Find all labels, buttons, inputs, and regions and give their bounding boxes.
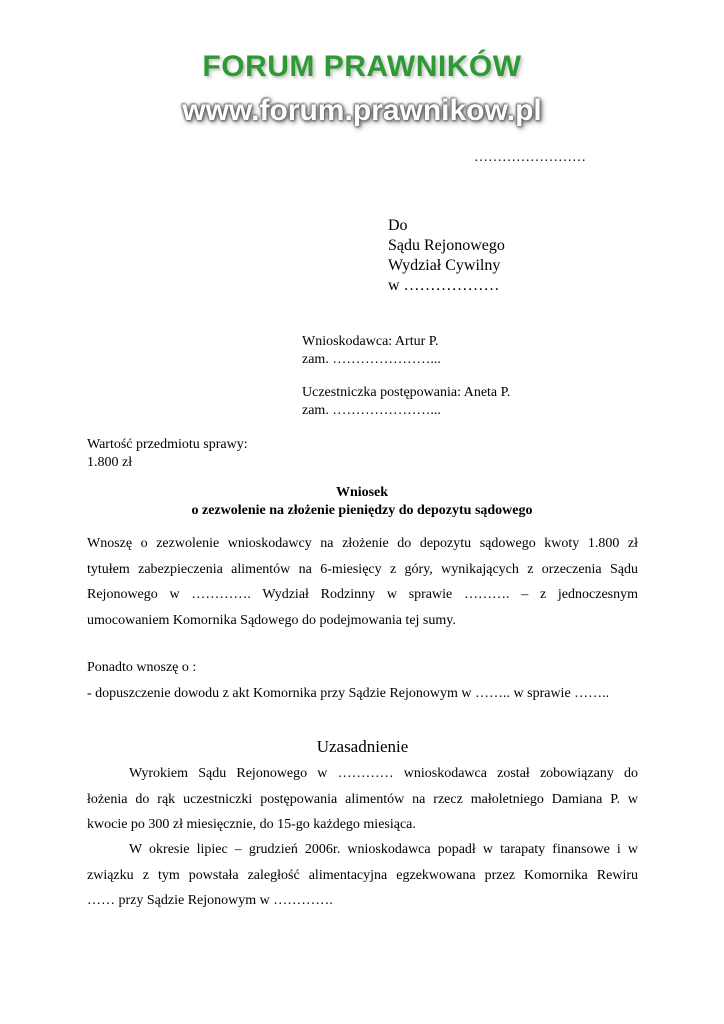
addressee-line: w ……………… [388, 277, 500, 294]
case-value-amount: 1.800 zł [87, 455, 133, 470]
further-requests: Ponadto wnoszę o : [87, 660, 197, 675]
applicant-name: Wnioskodawca: Artur P. [302, 334, 439, 349]
participant-name: Uczestniczka postępowania: Aneta P. [302, 385, 511, 400]
participant-address: zam. …………………... [302, 403, 441, 418]
case-value [87, 436, 248, 472]
motion-subtitle: o zezwolenie na złożenie pieniędzy do depozytu sądowego [191, 503, 533, 518]
paragraph-line: …… przy Sądzie Rejonowym w …………. [87, 893, 333, 908]
justification-paragraph [87, 837, 638, 914]
evidence-request: - dopuszczenie dowodu z akt Komornika przy Sądzie Rejonowym w …….. w sprawie …….. [87, 686, 610, 701]
paragraph-line: Wyrokiem Sądu Rejonowego w ………… wnioskodawca został zobowiązany do [129, 766, 638, 781]
date-placeholder: …………………… [474, 150, 586, 165]
logo-title: FORUM PRAWNIKÓW [202, 50, 522, 83]
paragraph-line: tytułem zabezpieczenia alimentów na 6-miesięcy z góry, wynikających z orzeczenia Sądu [87, 561, 638, 577]
motion-title-block [87, 484, 637, 520]
paragraph-line: związku z tym powstała zaległość alimentacyjna egzekwowana przez Komornika Rewiru [87, 867, 638, 883]
paragraph-line: kwocie po 300 zł miesięcznie, do 15-go każdego miesiąca. [87, 817, 416, 832]
paragraph-line: Wnoszę o zezwolenie wnioskodawcy na złożenie do depozytu sądowego kwoty 1.800 zł [87, 536, 638, 551]
motion-paragraph [87, 531, 638, 633]
case-value-label: Wartość przedmiotu sprawy: [87, 437, 248, 452]
addressee-line: Do [388, 217, 408, 234]
paragraph-line: W okresie lipiec – grudzień 2006r. wnioskodawca popadł w tarapaty finansowe i w [129, 842, 638, 857]
logo-url: www.forum.prawnikow.pl [182, 94, 542, 127]
addressee-line: Sądu Rejonowego [388, 237, 505, 254]
paragraph-line: łożenia do rąk uczestniczki postępowania alimentów na rzecz małoletniego Damiana P. w [87, 791, 638, 807]
justification-paragraph [87, 761, 638, 838]
motion-title: Wniosek [335, 485, 389, 500]
paragraph-line: Rejonowego w …………. Wydział Rodzinny w sprawie ………. – z jednoczesnym [87, 587, 638, 602]
justification-heading: Uzasadnienie [316, 737, 409, 756]
applicant-address: zam. …………………... [302, 352, 441, 367]
paragraph-line: umocowaniem Komornika Sądowego do podejmowania tej sumy. [87, 612, 456, 628]
addressee-line: Wydział Cywilny [388, 257, 501, 274]
